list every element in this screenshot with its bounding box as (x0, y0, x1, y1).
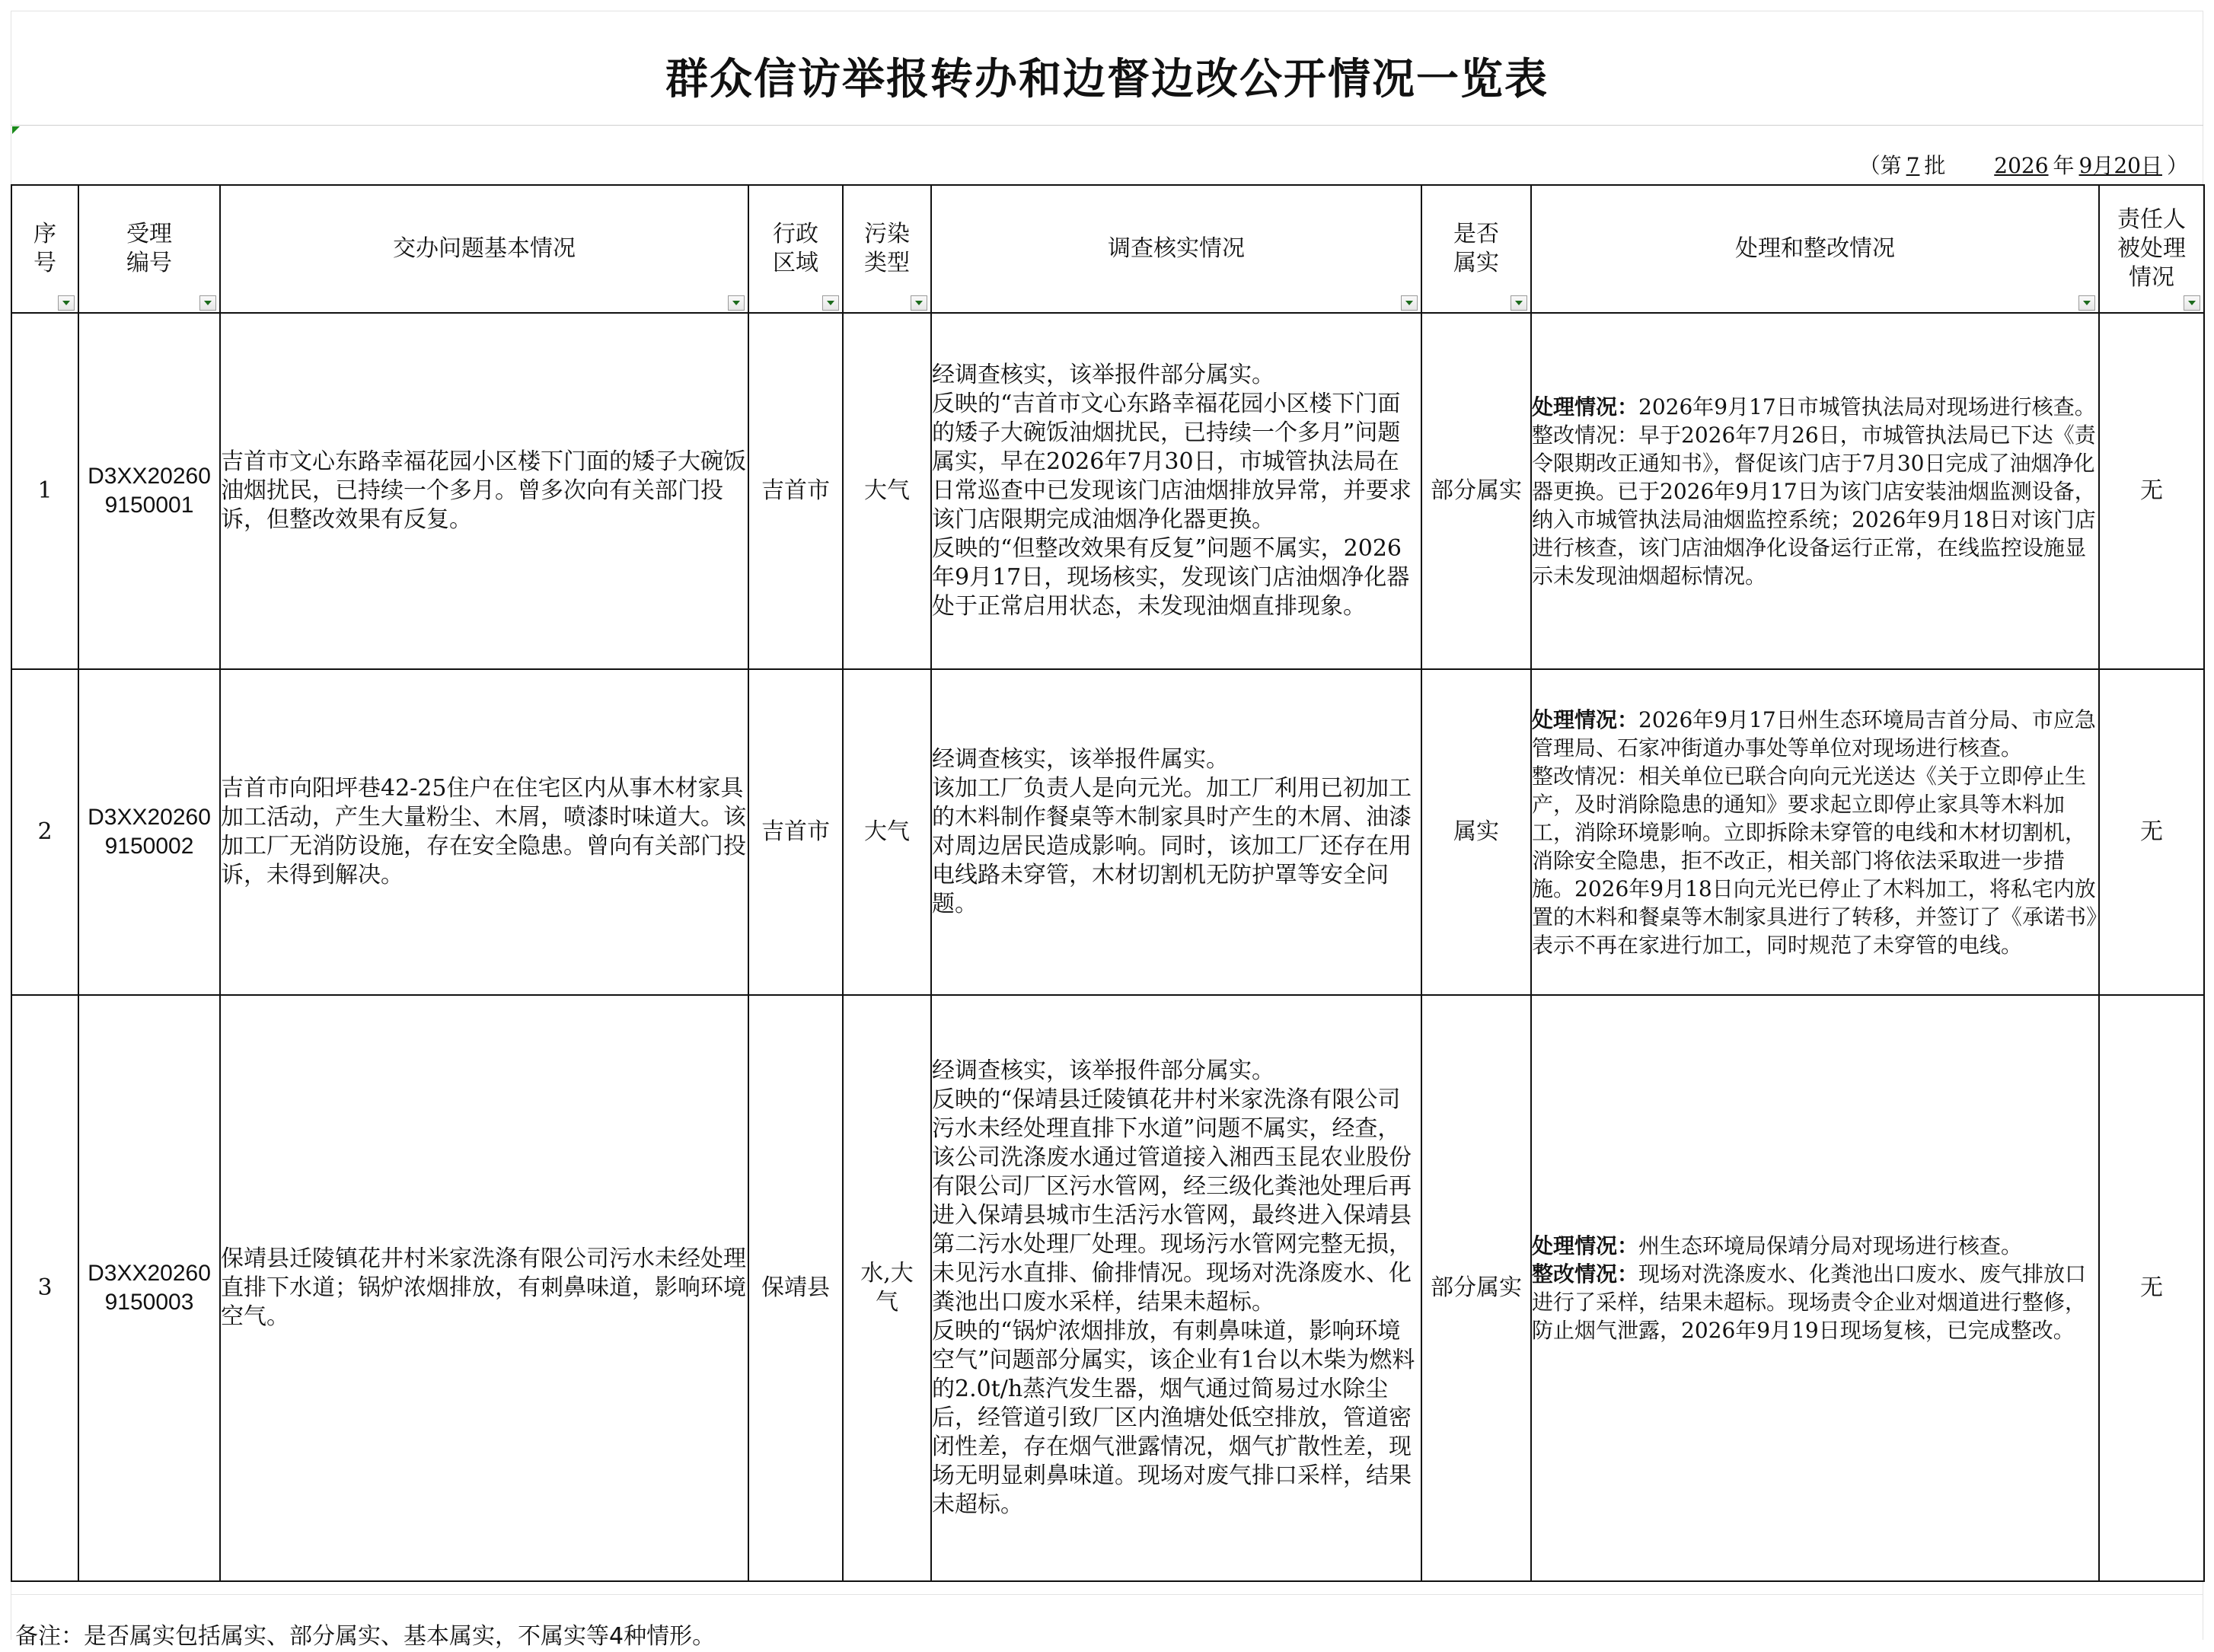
cell-pollution: 大气 (843, 313, 931, 669)
cell-verified: 部分属实 (1421, 313, 1531, 669)
header-verified-label: 是否属实 (1453, 221, 1499, 276)
cell-investigation: 经调查核实，该举报件属实。 该加工厂负责人是向元光。加工厂利用已初加工的木料制作餐桌等木制家具时产生的木屑、油漆对周边居民造成影响。同时，该加工厂还存在用电线路未穿管，木材切割机无防护罩等安全问题。 (931, 669, 1421, 995)
batch-year: 2026 (1994, 153, 2049, 178)
header-seq-label: 序号 (33, 221, 56, 276)
cell-verified: 属实 (1421, 669, 1531, 995)
cell-problem: 保靖县迁陵镇花井村米家洗涤有限公司污水未经处理直排下水道；锅炉浓烟排放，有刺鼻味道，影响环境空气。 (220, 995, 748, 1581)
code-text: D3XX202609150001 (88, 464, 211, 518)
table-row (11, 669, 2204, 995)
cell-region: 保靖县 (748, 995, 843, 1581)
footnote: 备注：是否属实包括属实、部分属实、基本属实，不属实等4种情形。 (15, 1623, 716, 1650)
cell-pollution: 大气 (843, 669, 931, 995)
filter-dropdown-icon[interactable] (911, 295, 927, 311)
handling-label: 处理情况： (1532, 706, 1639, 732)
cell-code (78, 313, 220, 669)
header-problem-label: 交办问题基本情况 (393, 235, 576, 262)
cell-problem: 吉首市文心东路幸福花园小区楼下门面的矮子大碗饭油烟扰民，已持续一个多月。曾多次向有关部门投诉，但整改效果有反复。 (220, 313, 748, 669)
gridline (11, 1594, 2203, 1595)
header-verified (1421, 185, 1531, 313)
filter-dropdown-icon[interactable] (199, 295, 216, 311)
report-table (11, 184, 2205, 1582)
header-handling-label: 处理和整改情况 (1735, 235, 1895, 262)
filter-dropdown-icon[interactable] (1511, 295, 1527, 311)
cell-code (78, 995, 220, 1581)
batch-close: ） (2166, 153, 2188, 178)
cell-verified: 部分属实 (1421, 995, 1531, 1581)
rectify-label: 整改情况： (1532, 763, 1639, 789)
rectify-text: 相关单位已联合向向元光送达《关于立即停止生产，及时消除隐患的通知》要求起立即停止家具等木料加工，消除环境影响。立即拆除未穿管的电线和木材切割机，消除安全隐患，拒不改正，相关部门将依法采取进一步措施。2026年9月18日向元光已停止了木料加工，将私宅内放置的木料和餐桌等木制家具进行了转移，并签订了《承诺书》表示不再在家进行加工，同时规范了未穿管的电线。 (1532, 763, 2098, 958)
header-pollution (843, 185, 931, 313)
header-handling (1531, 185, 2099, 313)
rectify-label: 整改情况： (1532, 1261, 1639, 1287)
handling-text: 2026年9月17日市城管执法局对现场进行核查。 (1638, 394, 2096, 419)
header-problem (220, 185, 748, 313)
header-seq (11, 185, 78, 313)
handling-label: 处理情况： (1532, 394, 1639, 419)
header-code (78, 185, 220, 313)
pollution-text: 水,大气 (860, 1260, 914, 1316)
spreadsheet (11, 11, 2203, 1650)
rectify-label: 整改情况： (1532, 422, 1639, 448)
batch-prefix: （第 (1858, 153, 1902, 178)
batch-number: 7 (1906, 153, 1920, 178)
cell-code (78, 669, 220, 995)
header-region-label: 行政区域 (773, 221, 818, 276)
filter-dropdown-icon[interactable] (58, 295, 75, 311)
batch-year-suffix: 年 (2053, 153, 2075, 178)
batch-info (1859, 149, 2188, 183)
header-investigation-label: 调查核实情况 (1108, 235, 1245, 262)
header-region (748, 185, 843, 313)
cell-investigation: 经调查核实，该举报件部分属实。 反映的“吉首市文心东路幸福花园小区楼下门面的矮子大碗饭油烟扰民，已持续一个多月”问题属实，早在2026年7月30日，市城管执法局在日常巡查中已发现该门店油烟排放异常，并要求该门店限期完成油烟净化器更换。 反映的“但整改效果有反复”问题不属实，2026年9月17日，现场核实，发现该门店油烟净化器处于正常启用状态，未发现油烟直排现象。 (931, 313, 1421, 669)
cell-pollution (843, 995, 931, 1581)
table-row (11, 995, 2204, 1581)
divider (11, 125, 2203, 126)
header-investigation (931, 185, 1421, 313)
cell-comment-marker (12, 126, 20, 134)
filter-dropdown-icon[interactable] (728, 295, 745, 311)
cell-seq: 3 (11, 995, 78, 1581)
header-responsible (2099, 185, 2204, 313)
cell-region: 吉首市 (748, 313, 843, 669)
cell-investigation: 经调查核实，该举报件部分属实。 反映的“保靖县迁陵镇花井村米家洗涤有限公司污水未经处理直排下水道”问题不属实，经查，该公司洗涤废水通过管道接入湘西玉昆农业股份有限公司厂区污水管网，经三级化粪池处理后再进入保靖县城市生活污水管网，最终进入保靖县第二污水处理厂处理。现场污水管网完整无损，未见污水直排、偷排情况。现场对洗涤废水、化粪池出口废水采样，结果未超标。 反映的“锅炉浓烟排放，有刺鼻味道，影响环境空气”问题部分属实，该企业有1台以木柴为燃料的2.0t/h蒸汽发生器，烟气通过简易过水除尘后，经管道引致厂区内渔塘处低空排放，管道密闭性差，存在烟气泄露情况，烟气扩散性差，现场无明显刺鼻味道。现场对废气排口采样，结果未超标。 (931, 995, 1421, 1581)
cell-handling (1531, 669, 2099, 995)
handling-label: 处理情况： (1532, 1233, 1639, 1258)
rectify-text: 早于2026年7月26日，市城管执法局已下达《责令限期改正通知书》，督促该门店于7月30日完成了油烟净化器更换。已于2026年9月17日为该门店安装油烟监测设备，纳入市城管执法局油烟监控系统；2026年9月18日对该门店进行核查，该门店油烟净化设备运行正常，在线监控设施显示未发现油烟超标情况。 (1532, 422, 2096, 588)
filter-dropdown-icon[interactable] (2078, 295, 2095, 311)
cell-handling (1531, 313, 2099, 669)
cell-responsible: 无 (2099, 995, 2204, 1581)
cell-responsible: 无 (2099, 313, 2204, 669)
page-title: 群众信访举报转办和边督边改公开情况一览表 (665, 54, 1549, 104)
batch-suffix: 批 (1924, 153, 1946, 178)
batch-date: 9月20日 (2078, 153, 2162, 178)
cell-responsible: 无 (2099, 669, 2204, 995)
header-code-label: 受理编号 (126, 221, 172, 276)
cell-seq: 1 (11, 313, 78, 669)
handling-text: 2026年9月17日州生态环境局吉首分局、市应急管理局、石家冲街道办事处等单位对现场进行核查。 (1532, 706, 2096, 761)
filter-dropdown-icon[interactable] (822, 295, 839, 311)
header-responsible-label: 责任人被处理情况 (2117, 206, 2186, 291)
cell-handling (1531, 995, 2099, 1581)
header-row (11, 185, 2204, 313)
cell-seq: 2 (11, 669, 78, 995)
header-pollution-label: 污染类型 (864, 221, 910, 276)
filter-dropdown-icon[interactable] (1401, 295, 1418, 311)
code-text: D3XX202609150002 (88, 805, 211, 859)
rectify-text: 现场对洗涤废水、化粪池出口废水、废气排放口进行了采样，结果未超标。现场责令企业对烟道进行整修，防止烟气泄露，2026年9月19日现场复核，已完成整改。 (1532, 1261, 2087, 1343)
table-row (11, 313, 2204, 669)
code-text: D3XX202609150003 (88, 1261, 211, 1315)
cell-region: 吉首市 (748, 669, 843, 995)
cell-problem: 吉首市向阳坪巷42-25住户在住宅区内从事木材家具加工活动，产生大量粉尘、木屑，喷漆时味道大。该加工厂无消防设施，存在安全隐患。曾向有关部门投诉，未得到解决。 (220, 669, 748, 995)
filter-dropdown-icon[interactable] (2184, 295, 2200, 311)
handling-text: 州生态环境局保靖分局对现场进行核查。 (1638, 1233, 2023, 1258)
